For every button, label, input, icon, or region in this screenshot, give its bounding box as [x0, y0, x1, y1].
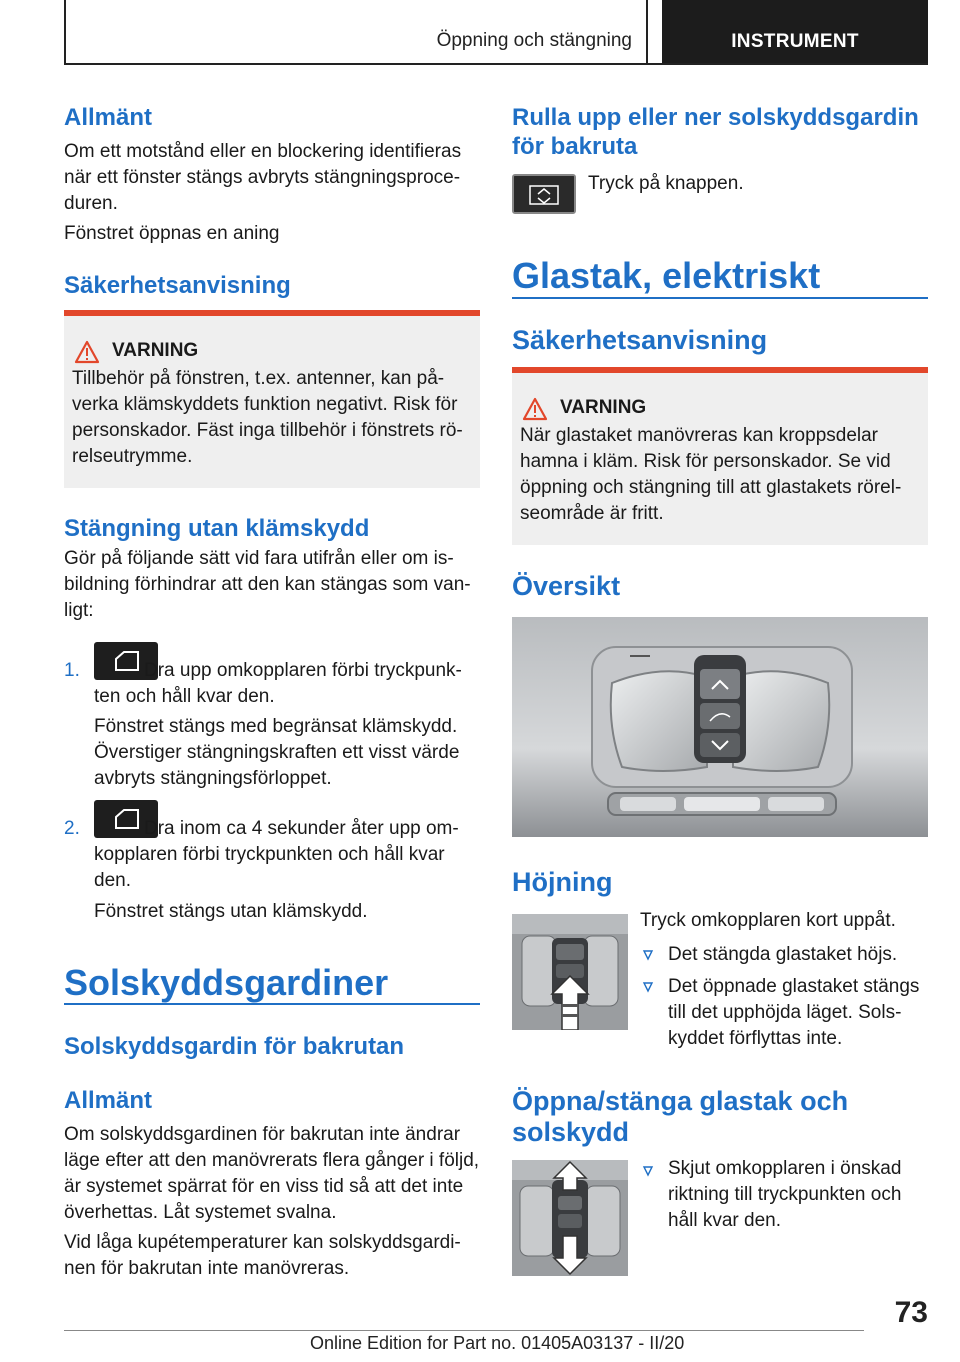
glass-roof-rule [512, 297, 928, 299]
allmant-text: Om ett motstånd eller en blockering identifieras när ett fönster stängs avbryts stängningsproce-duren. [64, 141, 462, 214]
header-chapter-tab [662, 0, 928, 65]
closing-text: Gör på följande sätt vid fara utifrån eller om is-bildning förhindrar att den kan stängas som van-ligt: [64, 548, 471, 621]
step-2-sub: Fönstret stängs utan klämskydd. [94, 901, 368, 922]
step-2-text: Dra inom ca 4 sekunder åter upp om-kopplaren förbi tryckpunkten och håll kvar den. [94, 818, 459, 891]
header-chapter-label: INSTRUMENT [731, 31, 859, 52]
rear-sunblind-heading: Solskyddsgardin för bakrutan [64, 1033, 405, 1060]
header-section-label: Öppning och stängning [436, 30, 632, 51]
warning-text: Tillbehör på fönstren, t.ex. antenner, kan på-verka klämskyddets funktion negativt. Risk för personskador. Fäst inga tillbehör i fönstrets rö-relseutrymme. [72, 368, 463, 467]
bullet-triangle-icon [642, 981, 654, 993]
allmant-text-2: Fönstret öppnas en aning [64, 223, 280, 244]
header-section-tab [64, 0, 648, 65]
rear-allmant-heading: Allmänt [64, 1087, 153, 1114]
step-2-number: 2. [64, 818, 80, 839]
glass-warning-text: När glastaket manövreras kan kroppsdelar hamna i kläm. Risk för personskador. Se vid öppning och stängning till att glastakets rörel-seområde är fritt. [520, 425, 902, 524]
raise-bullet-1: Det stängda glastaket höjs. [668, 944, 898, 965]
raise-bullet-2: Det öppnade glastaket stängs till det upphöjda läget. Sols-kyddet förflyttas inte. [668, 976, 920, 1049]
raise-text: Tryck omkopplaren kort uppåt. [640, 910, 896, 931]
footer-rule [64, 1330, 864, 1331]
sunblinds-heading: Solskyddsgardiner [64, 962, 389, 1003]
rear-text: Om solskyddsgardinen för bakrutan inte ändrar läge efter att den manövrerats flera gånger i följd, är systemet spärrat för en viss tid så att det inte överhettas. Låt systemet svalna. [64, 1124, 480, 1223]
page-number: 73 [894, 1296, 928, 1329]
open-close-photo [512, 1160, 628, 1276]
raise-heading: Höjning [512, 867, 613, 897]
roll-heading: Rulla upp eller ner solskyddsgardin för bakruta [512, 104, 919, 160]
closing-heading: Stängning utan klämskydd [64, 515, 370, 542]
overview-heading: Översikt [512, 571, 621, 601]
warning-box [64, 310, 480, 488]
bullet-triangle-icon [642, 949, 654, 961]
safety-heading: Säkerhetsanvisning [64, 272, 291, 299]
glass-warning-label: VARNING [560, 397, 647, 418]
warning-triangle-icon [522, 397, 548, 421]
step-1-number: 1. [64, 660, 80, 681]
open-close-heading: Öppna/stänga glastak och solskydd [512, 1086, 849, 1147]
step-1-text: Dra upp omkopplaren förbi tryckpunk-ten och håll kvar den. [94, 660, 462, 707]
glass-safety-heading: Säkerhetsanvisning [512, 325, 768, 355]
open-close-bullet-1: Skjut omkopplaren i önskad riktning till tryckpunkten och håll kvar den. [668, 1158, 902, 1231]
warning-label: VARNING [112, 340, 199, 361]
header-rule [64, 63, 928, 65]
overview-photo [512, 617, 928, 837]
rear-text-2: Vid låga kupétemperaturer kan solskyddsgardi-nen för bakrutan inte manövreras. [64, 1232, 461, 1279]
bullet-triangle-icon [642, 1165, 654, 1177]
glass-warning-box [512, 367, 928, 545]
roll-text: Tryck på knappen. [588, 173, 744, 194]
sunblind-button-icon [512, 174, 576, 214]
glass-roof-heading: Glastak, elektriskt [512, 255, 821, 296]
step-1-sub: Fönstret stängs med begränsat klämskydd. Överstiger stängningskraften ett visst värde avbryts stängningsförloppet. [94, 716, 460, 789]
sunblinds-rule [64, 1003, 480, 1005]
raise-photo [512, 914, 628, 1030]
footer-edition: Online Edition for Part no. 01405A03137 - II/20 [310, 1333, 685, 1353]
warning-triangle-icon [74, 340, 100, 364]
allmant-heading: Allmänt [64, 104, 153, 131]
